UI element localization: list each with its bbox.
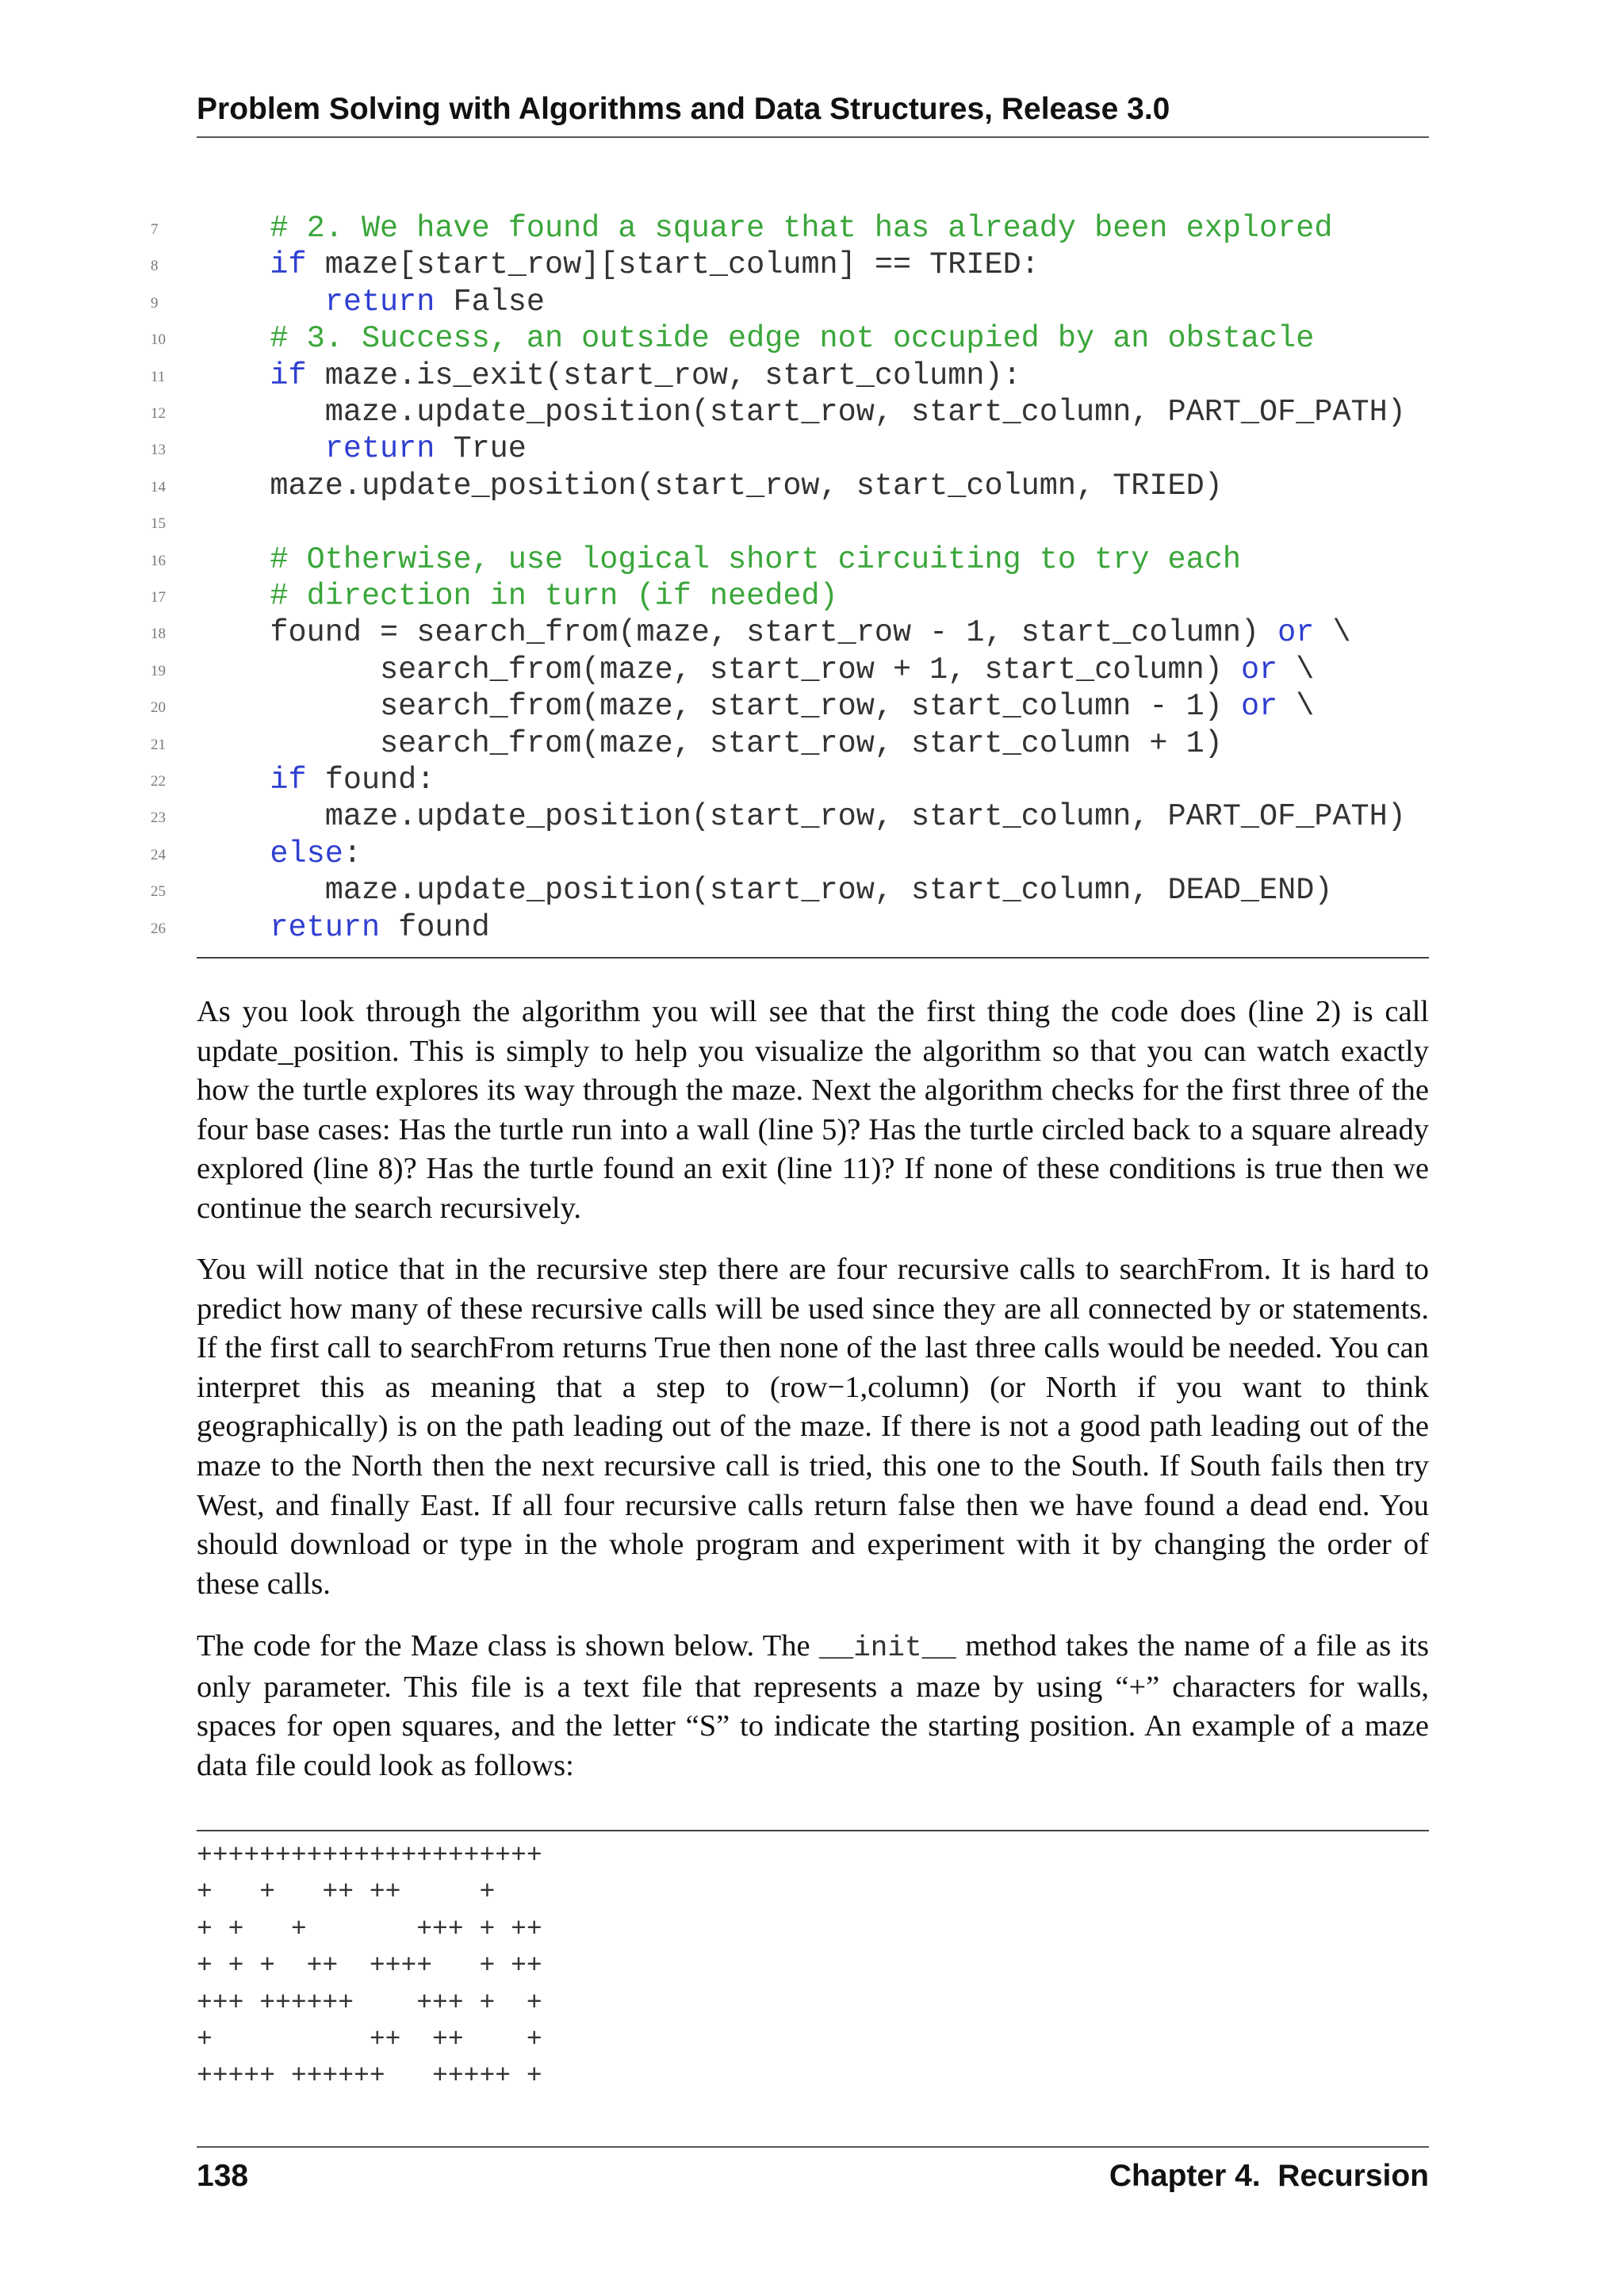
code-line bbox=[151, 284, 1429, 320]
code-text bbox=[197, 578, 838, 614]
code-line bbox=[151, 762, 1429, 798]
code-comment: # direction in turn (if needed) bbox=[270, 579, 838, 614]
line-number: 12 bbox=[151, 405, 166, 422]
code-token: search_from(maze, start_row, start_column - 1) bbox=[380, 689, 1241, 725]
code-token: : bbox=[343, 836, 362, 871]
line-number: 20 bbox=[151, 699, 166, 717]
code-text bbox=[197, 210, 1332, 247]
code-line bbox=[151, 614, 1429, 651]
line-number: 22 bbox=[151, 773, 166, 790]
code-keyword: if bbox=[270, 358, 307, 393]
code-text bbox=[197, 652, 1314, 688]
code-token: maze.update_position(start_row, start_column, PART_OF_PATH) bbox=[324, 799, 1406, 835]
code-token: maze.update_position(start_row, start_column, PART_OF_PATH) bbox=[324, 395, 1406, 430]
code-text bbox=[197, 284, 545, 320]
code-line bbox=[151, 541, 1429, 578]
code-token: maze.update_position(start_row, start_column, DEAD_END) bbox=[324, 873, 1333, 909]
paragraph-maze-class-text-2: method takes the name of a file as its only parameter. This file is a text file that represents a maze by using “+” characters for walls, spaces for open squares, and the letter “S” to indicate the starting position. An example of a maze data file could look as follows: bbox=[197, 1629, 1429, 1782]
code-indent bbox=[197, 836, 270, 871]
line-number: 16 bbox=[151, 552, 166, 569]
maze-row: + ++ ++ + bbox=[197, 2025, 542, 2054]
code-text bbox=[197, 541, 1241, 578]
code-token: \ bbox=[1314, 615, 1351, 651]
maze-row: + + ++ ++ + bbox=[197, 1877, 496, 1908]
code-line bbox=[151, 836, 1429, 872]
code-line bbox=[151, 688, 1429, 725]
maze-row: + + + +++ + ++ bbox=[197, 1914, 542, 1944]
code-token: maze.update_position(start_row, start_column, TRIED) bbox=[270, 468, 1223, 503]
running-title: Problem Solving with Algorithms and Data Structures, Release 3.0 bbox=[197, 92, 1170, 126]
code-text bbox=[197, 320, 1314, 357]
code-text bbox=[197, 762, 435, 798]
code-indent bbox=[197, 652, 380, 687]
page-number: 138 bbox=[197, 2159, 249, 2193]
code-keyword: if bbox=[270, 763, 307, 798]
code-text bbox=[197, 725, 1223, 762]
code-indent bbox=[197, 763, 270, 798]
code-indent bbox=[197, 431, 325, 466]
paragraph-recursive-calls: You will notice that in the recursive step there are four recursive calls to searchFrom. It is hard to predict how many of these recursive calls will be used since they are all connected by or statements. If the first call to searchFrom returns True then none of the last three calls would be needed. You can interpret this as meaning that a step to (row−1,column) (or North if you want to think geographically) is on the path leading out of the maze. If there is not a good path leading out of the maze to the North then the next recursive call is tried, this one to the South. If South fails then try West, and finally East. If all four recursive calls return false then we have found a dead end. You should download or type in the whole program and experiment with it by changing the order of these calls. bbox=[197, 1253, 1429, 1601]
code-keyword: return bbox=[324, 284, 435, 320]
line-number: 19 bbox=[151, 662, 166, 679]
line-number: 21 bbox=[151, 736, 166, 753]
line-number: 23 bbox=[151, 809, 166, 827]
line-number: 11 bbox=[151, 368, 166, 385]
inline-code-init: __init__ bbox=[819, 1632, 956, 1664]
code-line bbox=[151, 468, 1429, 504]
maze-data-listing bbox=[197, 1830, 1429, 2101]
chapter-title: Chapter 4. Recursion bbox=[1109, 2159, 1429, 2193]
code-token: \ bbox=[1277, 689, 1315, 725]
line-number: 17 bbox=[151, 589, 166, 606]
code-indent bbox=[197, 799, 325, 834]
code-indent bbox=[197, 910, 270, 945]
maze-row: ++++++++++++++++++++++ bbox=[197, 1841, 542, 1870]
code-text bbox=[197, 614, 1351, 651]
code-line bbox=[151, 725, 1429, 762]
code-text bbox=[197, 358, 1021, 394]
line-number: 18 bbox=[151, 626, 166, 643]
page-footer bbox=[197, 2146, 1429, 2203]
code-indent bbox=[197, 689, 380, 724]
code-text bbox=[197, 430, 527, 467]
code-text bbox=[197, 836, 362, 872]
code-text bbox=[197, 247, 1040, 283]
line-number: 25 bbox=[151, 883, 166, 901]
code-line bbox=[151, 320, 1429, 357]
line-number: 7 bbox=[151, 221, 159, 238]
code-line bbox=[151, 358, 1429, 394]
maze-row: +++ ++++++ +++ + + bbox=[197, 1988, 542, 2018]
code-indent bbox=[197, 542, 270, 577]
code-keyword: return bbox=[324, 431, 435, 467]
code-indent bbox=[197, 358, 270, 393]
code-indent bbox=[197, 469, 270, 503]
line-number: 8 bbox=[151, 258, 159, 275]
code-token: True bbox=[435, 431, 527, 467]
code-keyword: or bbox=[1240, 689, 1278, 725]
code-token: search_from(maze, start_row + 1, start_column) bbox=[380, 652, 1241, 687]
code-token: found bbox=[380, 909, 490, 945]
code-text bbox=[197, 872, 1332, 909]
code-keyword: or bbox=[1277, 615, 1315, 651]
code-indent bbox=[197, 726, 380, 761]
code-line bbox=[151, 909, 1429, 946]
code-text bbox=[197, 798, 1406, 835]
code-indent bbox=[197, 247, 270, 282]
code-keyword: or bbox=[1240, 652, 1278, 687]
code-indent bbox=[197, 285, 325, 320]
code-text bbox=[197, 394, 1406, 430]
line-number: 26 bbox=[151, 920, 166, 937]
line-number: 9 bbox=[151, 294, 159, 312]
code-indent bbox=[197, 873, 325, 908]
code-text bbox=[197, 468, 1223, 504]
code-line bbox=[151, 872, 1429, 909]
paragraph-maze-class-text-1: The code for the Maze class is shown below. The bbox=[197, 1629, 819, 1663]
line-number: 13 bbox=[151, 442, 166, 459]
line-number: 24 bbox=[151, 846, 166, 863]
code-indent bbox=[197, 211, 270, 246]
code-indent bbox=[197, 579, 270, 614]
code-line bbox=[151, 394, 1429, 430]
code-text bbox=[197, 688, 1314, 725]
code-text bbox=[197, 909, 490, 946]
code-token: found: bbox=[306, 763, 435, 798]
code-listing bbox=[151, 208, 1429, 959]
code-line bbox=[151, 430, 1429, 467]
code-comment: # 3. Success, an outside edge not occupied by an obstacle bbox=[270, 321, 1315, 357]
code-comment: # Otherwise, use logical short circuiting to try each bbox=[270, 541, 1241, 577]
code-line bbox=[151, 210, 1429, 247]
code-line bbox=[151, 798, 1429, 835]
code-token: \ bbox=[1277, 652, 1315, 687]
line-number: 14 bbox=[151, 478, 166, 496]
paragraph-maze-class bbox=[197, 1627, 1429, 1785]
code-line bbox=[151, 247, 1429, 283]
code-keyword: return bbox=[270, 909, 381, 945]
maze-row: + + + ++ ++++ + ++ bbox=[197, 1951, 542, 1981]
code-token: found = search_from(maze, start_row - 1, start_column) bbox=[270, 615, 1278, 651]
line-number: 15 bbox=[151, 515, 166, 533]
page-header bbox=[197, 89, 1429, 138]
code-indent bbox=[197, 615, 270, 650]
code-token: maze.is_exit(start_row, start_column): bbox=[306, 358, 1021, 393]
code-comment: # 2. We have found a square that has already been explored bbox=[270, 211, 1333, 246]
code-token: search_from(maze, start_row, start_column + 1) bbox=[380, 725, 1223, 761]
maze-row: +++++ ++++++ +++++ + bbox=[197, 2061, 542, 2091]
code-indent bbox=[197, 395, 325, 430]
code-keyword: if bbox=[270, 247, 307, 283]
code-line bbox=[151, 578, 1429, 614]
code-line bbox=[151, 504, 1429, 541]
code-indent bbox=[197, 321, 270, 356]
code-line bbox=[151, 652, 1429, 688]
code-keyword: else bbox=[270, 836, 343, 871]
code-token: maze[start_row][start_column] == TRIED: bbox=[306, 247, 1040, 283]
paragraph-algorithm-overview: As you look through the algorithm you will see that the first thing the code does (line 2) is call update_position. This is simply to help you visualize the algorithm so that you can watch exactly how the turtle explores its way through the maze. Next the algorithm checks for the first three of the four base cases: Has the turtle run into a wall (line 5)? Has the turtle circled back to a square already explored (line 8)? Has the turtle found an exit (line 11)? If none of these conditions is true then we continue the search recursively. bbox=[197, 995, 1429, 1225]
code-token: False bbox=[435, 284, 545, 320]
line-number: 10 bbox=[151, 331, 166, 349]
